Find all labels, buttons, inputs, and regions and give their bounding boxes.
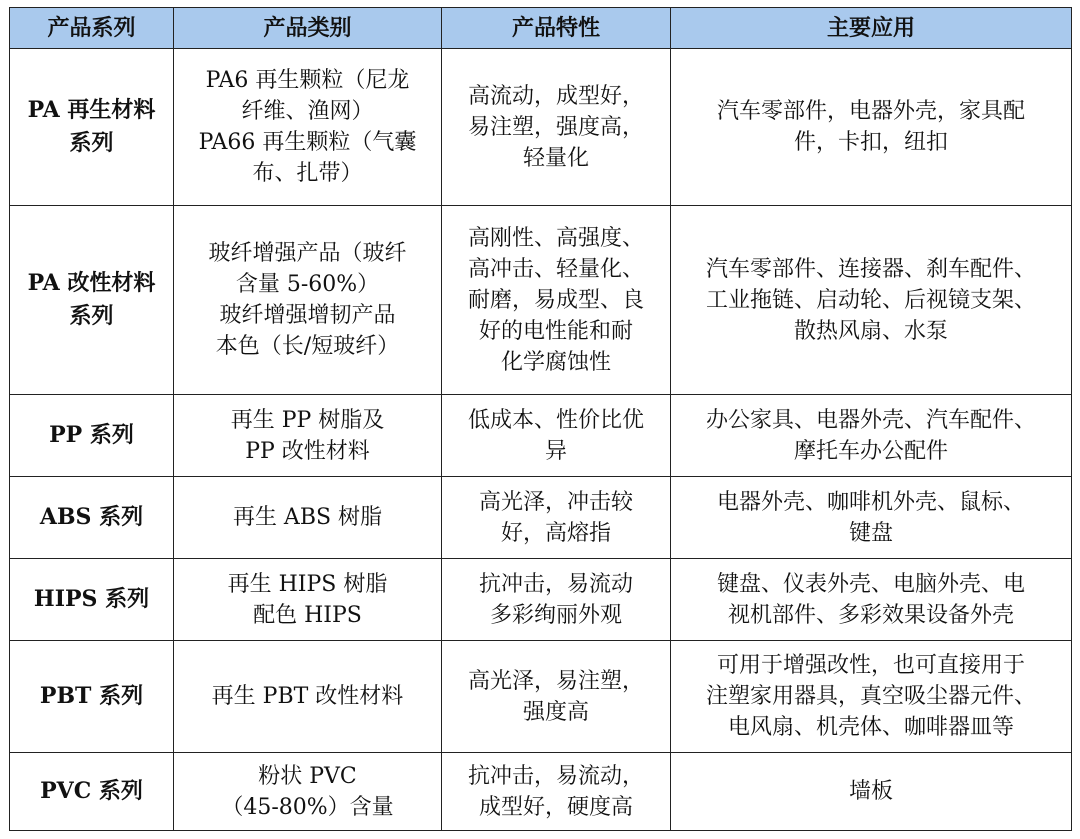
applications-text: 办公家具、电器外壳、汽车配件、 — [705, 407, 1036, 433]
applications-text: 件，卡扣，纽扣 — [793, 130, 948, 155]
table-row — [10, 753, 1072, 831]
header-features: 产品特性 — [442, 8, 671, 49]
applications-text: 电风扇、机壳体、咖啡器皿等 — [727, 715, 1014, 740]
series-text: PP 系列 — [49, 422, 134, 448]
category-text: 纤维、渔网） — [241, 99, 374, 124]
series-cell — [10, 49, 174, 206]
applications-cell — [671, 206, 1072, 395]
applications-cell — [671, 559, 1072, 641]
series-text: PA 改性材料 — [27, 270, 156, 296]
applications-cell — [671, 395, 1072, 477]
applications-text: 键盘、仪表外壳、电脑外壳、电 — [716, 571, 1025, 597]
category-cell — [174, 753, 442, 831]
table-row — [10, 641, 1072, 753]
features-text: 高光泽，易注塑， — [467, 668, 644, 694]
category-text: 含量 5-60%） — [235, 272, 380, 297]
features-text: 轻量化 — [522, 145, 589, 171]
features-cell — [442, 559, 671, 641]
applications-text: 电器外壳、咖啡机外壳、鼠标、 — [716, 489, 1025, 515]
series-cell — [10, 395, 174, 477]
applications-text: 汽车零部件、连接器、刹车配件、 — [705, 256, 1036, 282]
applications-text: 散热风扇、水泵 — [793, 318, 948, 344]
applications-text: 视机部件、多彩效果设备外壳 — [727, 602, 1014, 628]
features-text: 低成本、性价比优 — [467, 407, 644, 433]
category-text: 布、扎带） — [252, 161, 363, 186]
features-cell — [442, 206, 671, 395]
applications-text: 工业拖链、启动轮、后视镜支架、 — [705, 287, 1036, 313]
applications-cell — [671, 641, 1072, 753]
table-row — [10, 49, 1072, 206]
category-text: 玻纤增强产品（玻纤 — [208, 241, 407, 266]
features-cell — [442, 641, 671, 753]
series-text: ABS 系列 — [39, 504, 144, 530]
header-series: 产品系列 — [10, 8, 174, 49]
features-text: 高冲击、轻量化、 — [467, 256, 644, 282]
table-row — [10, 395, 1072, 477]
features-text: 耐磨，易成型、良 — [467, 287, 644, 313]
category-text: 再生 HIPS 树脂 — [227, 571, 388, 597]
series-text: PBT 系列 — [39, 683, 144, 709]
features-text: 异 — [544, 438, 567, 464]
features-cell — [442, 753, 671, 831]
category-cell — [174, 641, 442, 753]
applications-text: 摩托车办公配件 — [793, 438, 948, 464]
features-cell — [442, 477, 671, 559]
category-text: 再生 ABS 树脂 — [232, 505, 383, 530]
features-text: 成型好，硬度高 — [478, 794, 633, 820]
category-text: 配色 HIPS — [253, 602, 362, 628]
table-row — [10, 559, 1072, 641]
features-text: 抗冲击，易流动， — [467, 763, 644, 789]
applications-text: 键盘 — [848, 520, 893, 546]
category-text: 玻纤增强增韧产品 — [219, 303, 396, 328]
category-cell — [174, 559, 442, 641]
applications-text: 注塑家用器具，真空吸尘器元件、 — [705, 684, 1036, 709]
table-row — [10, 206, 1072, 395]
series-cell — [10, 206, 174, 395]
category-cell — [174, 206, 442, 395]
series-cell — [10, 641, 174, 753]
features-text: 抗冲击，易流动 — [478, 571, 633, 597]
series-text: 系列 — [69, 303, 114, 329]
category-text: PA66 再生颗粒（气囊 — [198, 130, 417, 155]
features-cell — [442, 395, 671, 477]
category-cell — [174, 395, 442, 477]
applications-text: 汽车零部件，电器外壳，家具配 — [716, 99, 1025, 124]
category-text: 再生 PBT 改性材料 — [211, 684, 404, 709]
category-text: 再生 PP 树脂及 — [230, 407, 385, 433]
category-text: PP 改性材料 — [245, 438, 370, 464]
features-text: 高流动，成型好， — [467, 83, 644, 109]
series-text: PVC 系列 — [40, 778, 143, 804]
series-cell — [10, 753, 174, 831]
series-cell — [10, 559, 174, 641]
series-text: PA 再生材料 — [27, 97, 156, 123]
applications-cell — [671, 477, 1072, 559]
category-cell — [174, 49, 442, 206]
features-text: 高光泽，冲击较 — [478, 489, 633, 515]
applications-text: 墙板 — [848, 779, 893, 804]
header-row — [10, 8, 1072, 49]
product-table — [9, 7, 1072, 831]
features-cell — [442, 49, 671, 206]
features-text: 多彩绚丽外观 — [489, 602, 622, 628]
applications-text: 可用于增强改性，也可直接用于 — [716, 653, 1025, 678]
header-applications: 主要应用 — [671, 8, 1072, 49]
category-cell — [174, 477, 442, 559]
category-text: 粉状 PVC — [258, 763, 357, 789]
features-text: 易注塑，强度高， — [467, 114, 644, 140]
series-text: HIPS 系列 — [33, 586, 150, 612]
applications-cell — [671, 49, 1072, 206]
category-text: PA6 再生颗粒（尼龙 — [205, 68, 410, 93]
features-text: 强度高 — [522, 699, 589, 725]
features-text: 化学腐蚀性 — [500, 349, 611, 375]
features-text: 好，高熔指 — [500, 520, 611, 546]
header-category: 产品类别 — [174, 8, 442, 49]
applications-cell — [671, 753, 1072, 831]
category-text: 本色（长/短玻纤） — [215, 334, 400, 359]
table-row — [10, 477, 1072, 559]
features-text: 好的电性能和耐 — [478, 318, 633, 344]
category-text: （45-80%）含量 — [221, 794, 394, 820]
series-text: 系列 — [69, 130, 114, 156]
series-cell — [10, 477, 174, 559]
features-text: 高刚性、高强度、 — [467, 225, 644, 251]
